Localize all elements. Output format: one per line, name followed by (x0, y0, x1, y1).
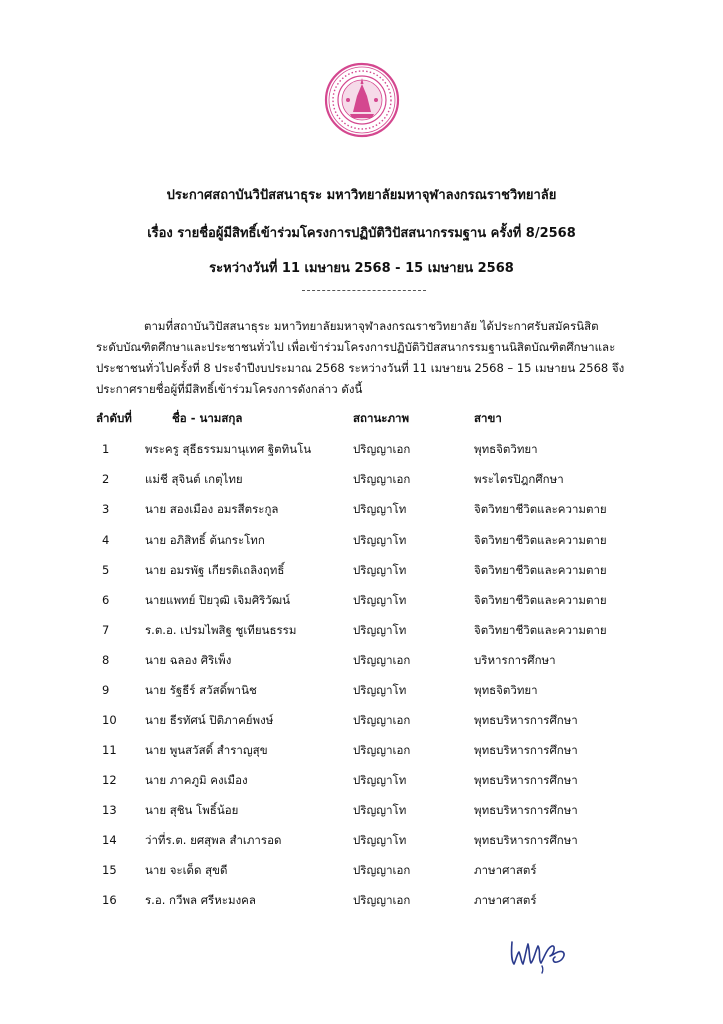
row-status: ปริญญาโท (353, 502, 407, 516)
row-status: ปริญญาเอก (353, 863, 411, 877)
row-field: พระไตรปิฎกศึกษา (474, 472, 564, 486)
table-row (96, 830, 656, 850)
row-name: ร.อ. กวีพล ศรีหะมงคล (145, 893, 256, 907)
header-name: ชื่อ - นามสกุล (172, 411, 243, 425)
row-order: 10 (102, 713, 117, 727)
row-order: 7 (102, 623, 110, 637)
row-order: 14 (102, 833, 117, 847)
table-row (96, 439, 656, 459)
table-row (96, 800, 656, 820)
row-name: นาย ฉลอง ศิริเพ็ง (145, 653, 232, 667)
row-order: 4 (102, 533, 110, 547)
dashed-divider (302, 290, 426, 291)
intro-paragraph (96, 316, 638, 400)
row-status: ปริญญาโท (353, 683, 407, 697)
row-name: นาย ธีรทัศน์ ปิติภาคย์พงษ์ (145, 713, 274, 727)
row-field: บริหารการศึกษา (474, 653, 556, 667)
row-status: ปริญญาโท (353, 563, 407, 577)
intro-line: ประกาศรายชื่อผู้ที่มีสิทธิ์เข้าร่วมโครงการดังกล่าว ดังนี้ (96, 382, 363, 396)
row-status: ปริญญาเอก (353, 653, 411, 667)
row-order: 8 (102, 653, 110, 667)
table-row (96, 499, 656, 519)
row-name: ร.ต.อ. เปรมไพสิฐ ชูเทียนธรรม (145, 623, 297, 637)
row-field: ภาษาศาสตร์ (474, 863, 537, 877)
row-status: ปริญญาเอก (353, 893, 411, 907)
announcement-subject: เรื่อง รายชื่อผู้มีสิทธิ์เข้าร่วมโครงการปฏิบัติวิปัสสนากรรมฐาน ครั้งที่ 8/2568 (147, 226, 576, 241)
table-row (96, 860, 656, 880)
announcement-dates: ระหว่างวันที่ 11 เมษายน 2568 - 15 เมษายน 2568 (209, 261, 514, 276)
row-order: 11 (102, 743, 117, 757)
row-order: 2 (102, 472, 110, 486)
row-status: ปริญญาเอก (353, 713, 411, 727)
table-row (96, 710, 656, 730)
table-row (96, 560, 656, 580)
intro-line: ประชาชนทั่วไปครั้งที่ 8 ประจำปีงบประมาณ 2568 ระหว่างวันที่ 11 เมษายน 2568 – 15 เมษายน 2568 จึง (96, 361, 625, 375)
row-name: นาย สองเมือง อมรสีตระกูล (145, 502, 279, 516)
row-name: นาย ภาคภูมิ คงเมือง (145, 773, 248, 787)
row-field: พุทธบริหารการศึกษา (474, 713, 578, 727)
row-status: ปริญญาโท (353, 533, 407, 547)
row-status: ปริญญาโท (353, 773, 407, 787)
row-field: จิตวิทยาชีวิตและความตาย (474, 533, 607, 547)
intro-line: ตามที่สถาบันวิปัสสนาธุระ มหาวิทยาลัยมหาจุฬาลงกรณราชวิทยาลัย ได้ประกาศรับสมัครนิสิต (144, 319, 599, 333)
row-name: นายแพทย์ ปิยวุฒิ เจิมศิริวัฒน์ (145, 593, 290, 607)
row-order: 13 (102, 803, 117, 817)
row-field: พุทธจิตวิทยา (474, 442, 538, 456)
row-order: 16 (102, 893, 117, 907)
row-status: ปริญญาโท (353, 803, 407, 817)
row-name: นาย อมรพัฐ เกียรติเถลิงฤทธิ์ (145, 563, 285, 577)
row-order: 1 (102, 442, 110, 456)
row-field: พุทธบริหารการศึกษา (474, 803, 578, 817)
row-status: ปริญญาโท (353, 833, 407, 847)
table-row (96, 469, 656, 489)
row-field: จิตวิทยาชีวิตและความตาย (474, 502, 607, 516)
intro-line: ระดับบัณฑิตศึกษาและประชาชนทั่วไป เพื่อเข้าร่วมโครงการปฏิบัติวิปัสสนากรรมฐานนิสิตบัณฑิตศึกษาและ (96, 340, 616, 354)
row-field: พุทธบริหารการศึกษา (474, 773, 578, 787)
table-row (96, 650, 656, 670)
row-order: 5 (102, 563, 110, 577)
row-status: ปริญญาเอก (353, 472, 411, 486)
row-field: พุทธบริหารการศึกษา (474, 833, 578, 847)
table-row (96, 770, 656, 790)
row-field: จิตวิทยาชีวิตและความตาย (474, 563, 607, 577)
row-field: ภาษาศาสตร์ (474, 893, 537, 907)
header-order: ลำดับที่ (96, 411, 132, 425)
header-status: สถานะภาพ (353, 411, 410, 425)
row-name: นาย จะเด็ด สุขดี (145, 863, 228, 877)
header-field: สาขา (474, 411, 502, 425)
row-name: พระครู สุธีธรรมมานุเทศ ฐิตทินโน (145, 442, 312, 456)
row-order: 9 (102, 683, 110, 697)
row-order: 6 (102, 593, 110, 607)
row-name: นาย พูนสวัสดิ์ สำราญสุข (145, 743, 268, 757)
table-row (96, 740, 656, 760)
row-status: ปริญญาเอก (353, 743, 411, 757)
row-name: นาย รัฐธีร์ สวัสดิ์พานิช (145, 683, 257, 697)
row-field: จิตวิทยาชีวิตและความตาย (474, 593, 607, 607)
row-field: พุทธจิตวิทยา (474, 683, 538, 697)
row-status: ปริญญาโท (353, 593, 407, 607)
row-name: นาย อภิสิทธิ์ ต้นกระโทก (145, 533, 265, 547)
table-row (96, 620, 656, 640)
row-field: จิตวิทยาชีวิตและความตาย (474, 623, 607, 637)
row-order: 15 (102, 863, 117, 877)
row-name: ว่าที่ร.ต. ยศสุพล สำเภารอด (145, 833, 282, 847)
announcement-title: ประกาศสถาบันวิปัสสนาธุระ มหาวิทยาลัยมหาจุฬาลงกรณราชวิทยาลัย (166, 188, 557, 203)
row-order: 12 (102, 773, 117, 787)
row-status: ปริญญาโท (353, 623, 407, 637)
row-status: ปริญญาเอก (353, 442, 411, 456)
table-row (96, 590, 656, 610)
university-seal-icon (324, 62, 400, 138)
table-header (96, 408, 656, 428)
handwritten-signature-icon (508, 930, 572, 976)
table-row (96, 890, 656, 910)
row-order: 3 (102, 502, 110, 516)
table-row (96, 680, 656, 700)
row-field: พุทธบริหารการศึกษา (474, 743, 578, 757)
row-name: นาย สุชิน โพธิ์น้อย (145, 803, 239, 817)
row-name: แม่ชี สุจินต์ เกตุไทย (145, 472, 243, 486)
table-row (96, 530, 656, 550)
